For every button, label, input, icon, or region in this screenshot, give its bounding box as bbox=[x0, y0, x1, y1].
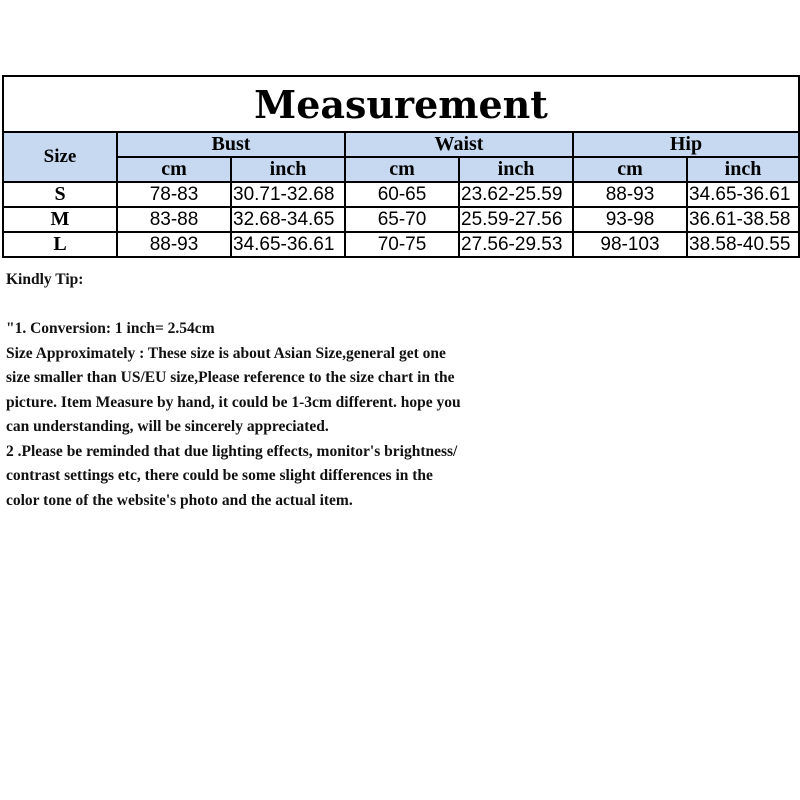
waist-header: Waist bbox=[345, 132, 573, 157]
hip-header: Hip bbox=[573, 132, 799, 157]
unit-header: cm bbox=[345, 157, 459, 182]
unit-header: cm bbox=[573, 157, 687, 182]
table-cell: 30.71-32.68 bbox=[231, 182, 345, 207]
table-cell: 65-70 bbox=[345, 207, 459, 232]
unit-header: inch bbox=[231, 157, 345, 182]
table-cell: 78-83 bbox=[117, 182, 231, 207]
table-cell: 88-93 bbox=[117, 232, 231, 257]
table-cell: 23.62-25.59 bbox=[459, 182, 573, 207]
unit-header: inch bbox=[687, 157, 799, 182]
table-row bbox=[3, 182, 799, 207]
spacer bbox=[6, 293, 576, 318]
table-cell: 83-88 bbox=[117, 207, 231, 232]
unit-header: inch bbox=[459, 157, 573, 182]
table-cell: 88-93 bbox=[573, 182, 687, 207]
table-cell: 34.65-36.61 bbox=[687, 182, 799, 207]
tip-line: size smaller than US/EU size,Please reference to the size chart in the bbox=[6, 369, 455, 386]
table-cell: 27.56-29.53 bbox=[459, 232, 573, 257]
size-label: L bbox=[3, 232, 117, 257]
table-cell: 32.68-34.65 bbox=[231, 207, 345, 232]
tip-line: contrast settings etc, there could be some slight differences in the bbox=[6, 467, 433, 484]
bust-header: Bust bbox=[117, 132, 345, 157]
table-row bbox=[3, 207, 799, 232]
table-cell: 25.59-27.56 bbox=[459, 207, 573, 232]
table-cell: 34.65-36.61 bbox=[231, 232, 345, 257]
size-column-header: Size bbox=[3, 132, 117, 182]
table-cell: 70-75 bbox=[345, 232, 459, 257]
table-row bbox=[3, 232, 799, 257]
tip-line: color tone of the website's photo and the actual item. bbox=[6, 491, 353, 509]
tip-line: Size Approximately : These size is about Asian Size,general get one bbox=[6, 344, 446, 362]
size-label: S bbox=[3, 182, 117, 207]
tip-line: can understanding, will be sincerely appreciated. bbox=[6, 418, 329, 435]
table-cell: 93-98 bbox=[573, 207, 687, 232]
table-cell: 38.58-40.55 bbox=[687, 232, 799, 257]
unit-header: cm bbox=[117, 157, 231, 182]
table-cell: 98-103 bbox=[573, 232, 687, 257]
tip-heading: Kindly Tip: bbox=[6, 271, 84, 288]
tip-line: picture. Item Measure by hand, it could be 1-3cm different. hope you bbox=[6, 393, 461, 411]
measurement-table bbox=[2, 75, 800, 258]
table-cell: 60-65 bbox=[345, 182, 459, 207]
tip-line: 2 .Please be reminded that due lighting effects, monitor's brightness/ bbox=[6, 442, 458, 460]
table-title: Measurement bbox=[3, 76, 799, 132]
tip-line: "1. Conversion: 1 inch= 2.54cm bbox=[6, 320, 215, 337]
kindly-tip-section bbox=[6, 268, 576, 513]
size-label: M bbox=[3, 207, 117, 232]
size-chart bbox=[2, 75, 798, 258]
table-cell: 36.61-38.58 bbox=[687, 207, 799, 232]
